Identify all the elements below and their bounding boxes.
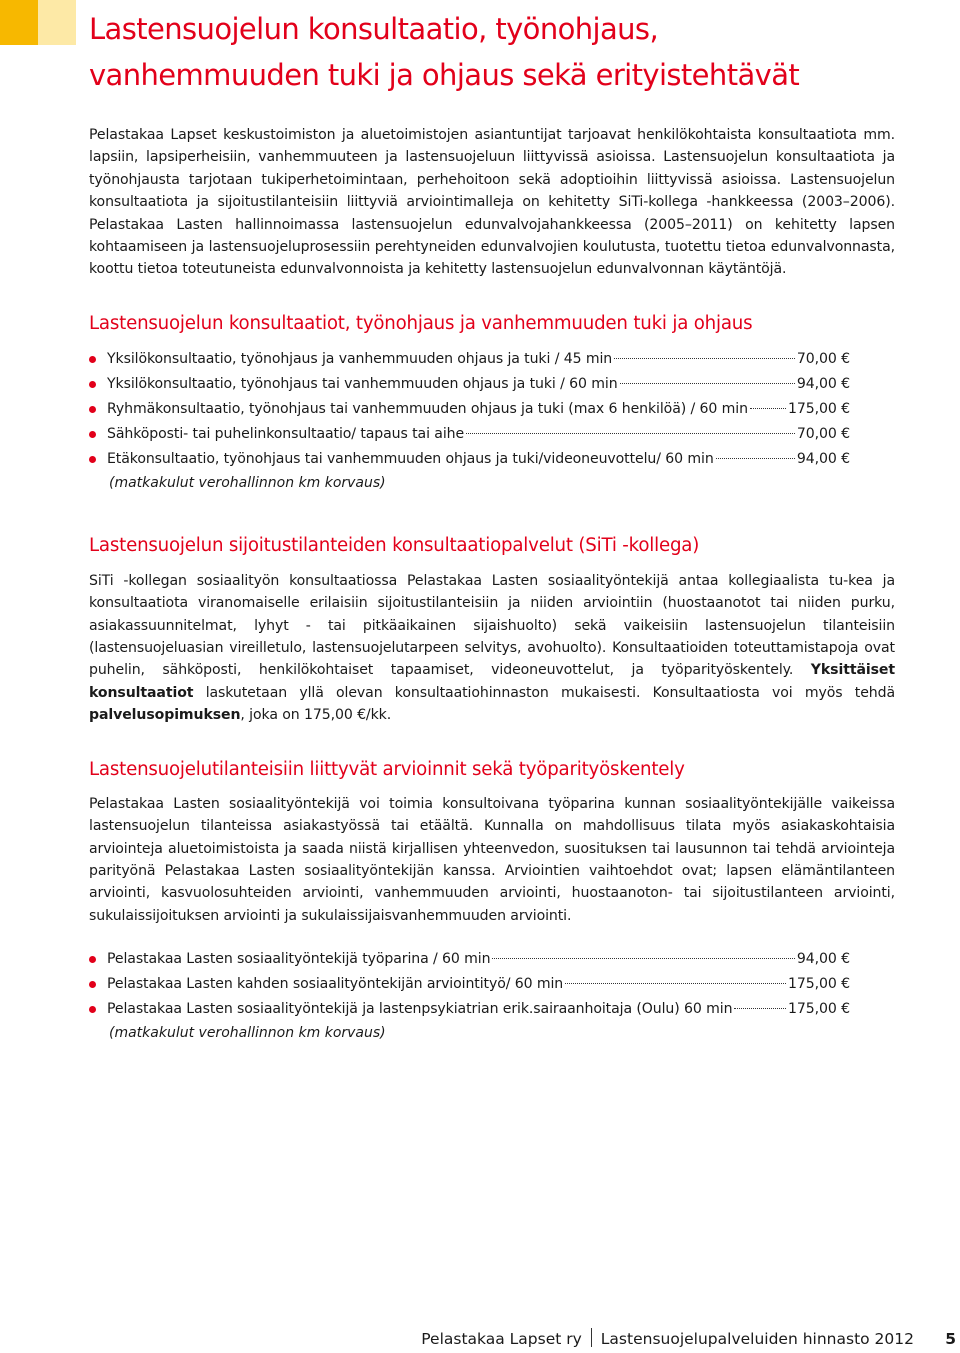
price-item-label: Pelastakaa Lasten kahden sosiaalityöntekijän arviointityö/ 60 min <box>107 976 564 993</box>
bullet-icon <box>89 1006 96 1013</box>
section1-heading: Lastensuojelun konsultaatiot, työnohjaus ja vanhemmuuden tuki ja ohjaus <box>89 312 753 334</box>
section2-text-a: SiTi -kollegan sosiaalityön konsultaatiossa Pelastakaa Lasten sosiaalityöntekijä antaa kollegiaalista tu-kea ja konsultaatiota viranomaiselle erilaisiin sijoitustilanteisiin ja niiden arviointiin (huostaanotot tai niiden purku, asiakassuunnitelmat, lyhyt - tai pitkäaikainen sijaishuolto) sekä vaikeisiin lastensuojelun tilanteisiin (lastensuojeluasian vireilletulo, lastensuojelutarpeen selvitys, avohuolto). Konsultaatioiden toteuttamistapoja ovat puhelin, sähköposti, henkilökohtaiset tapaamiset, videoneuvottelut, ja työparityöskentely. <box>89 572 895 679</box>
leader-dots <box>565 983 786 984</box>
footer-publisher: Pelastakaa Lapset ry <box>421 1330 582 1348</box>
price-item <box>89 397 850 422</box>
price-item <box>89 372 850 397</box>
section2-heading: Lastensuojelun sijoitustilanteiden konsultaatiopalvelut (SiTi -kollega) <box>89 534 700 556</box>
price-item-price: 175,00 € <box>788 400 850 417</box>
price-item-price: 175,00 € <box>788 1001 850 1018</box>
footer-separator <box>591 1328 592 1347</box>
bullet-icon <box>89 981 96 988</box>
price-item-label: Ryhmäkonsultaatio, työnohjaus tai vanhemmuuden ohjaus ja tuki (max 6 henkilöä) / 60 min <box>107 400 748 417</box>
price-item <box>89 972 850 997</box>
bullet-icon <box>89 956 96 963</box>
price-item-label: Etäkonsultaatio, työnohjaus tai vanhemmuuden ohjaus ja tuki/videoneuvottelu/ 60 min <box>107 450 714 467</box>
travel-cost-note: (matkakulut verohallinnon km korvaus) <box>109 474 386 491</box>
price-item-price: 94,00 € <box>796 951 850 968</box>
leader-dots <box>492 958 794 959</box>
bullet-icon <box>89 356 96 363</box>
section3-paragraph: Pelastakaa Lasten sosiaalityöntekijä voi toimia konsultoivana työparina kunnan sosiaalityöntekijälle vaikeissa lastensuojelun tilanteissa asiakastyössä tai etäältä. Kunnalla on mahdollisuus tilata myös asiakaskohtaisia arviointeja aluetoimistoista ja saada niistä kirjallisen yhteenvedon, suosituksen tai lausunnon tai tehdä arviointeja parityönä Pelastakaa Lasten sosiaalityöntekijän kanssa. Arviointien vaihtoehdot ovat; lapsen elämäntilanteen arviointi, kasvuolosuhteiden arviointi, vanhemmuuden arviointi, huostaanoton- tai sijoitustilanteen arviointi, sukulaissijoituksen arviointi ja sukulaissijaisvanhemmuuden arviointi. <box>89 795 895 924</box>
bullet-icon <box>89 456 96 463</box>
corner-block-dark <box>0 0 38 45</box>
bullet-icon <box>89 406 96 413</box>
leader-dots <box>734 1008 786 1009</box>
footer-text <box>421 1328 914 1350</box>
leader-dots <box>614 358 795 359</box>
bullet-icon <box>89 381 96 388</box>
travel-cost-note: (matkakulut verohallinnon km korvaus) <box>109 1025 386 1042</box>
price-item-label: Pelastakaa Lasten sosiaalityöntekijä ja lastenpsykiatrian erik.sairaanhoitaja (Oulu) 60 min <box>107 1001 733 1018</box>
price-item-price: 70,00 € <box>796 425 850 442</box>
price-item-price: 70,00 € <box>796 350 850 367</box>
section2-text-c: , joka on 175,00 €/kk. <box>240 707 392 724</box>
section1-price-list <box>89 347 850 472</box>
leader-dots <box>716 458 795 459</box>
page-title-line2: vanhemmuuden tuki ja ohjaus sekä erityistehtävät <box>89 58 800 92</box>
page-title-line1: Lastensuojelun konsultaatio, työnohjaus, <box>89 12 659 46</box>
price-item <box>89 347 850 372</box>
corner-decoration <box>0 0 76 45</box>
price-item <box>89 997 850 1022</box>
price-item-label: Pelastakaa Lasten sosiaalityöntekijä työparina / 60 min <box>107 951 491 968</box>
page-title <box>89 6 929 98</box>
section3-heading: Lastensuojelutilanteisiin liittyvät arvioinnit sekä työparityöskentely <box>89 758 685 780</box>
leader-dots <box>620 383 795 384</box>
section2-paragraph <box>89 570 895 727</box>
main-content <box>89 124 895 1044</box>
price-item-price: 175,00 € <box>788 976 850 993</box>
leader-dots <box>750 408 786 409</box>
section3-price-list <box>89 947 850 1022</box>
price-item-price: 94,00 € <box>796 375 850 392</box>
page-number: 5 <box>945 1330 956 1348</box>
price-item-price: 94,00 € <box>796 450 850 467</box>
footer-publication: Lastensuojelupalveluiden hinnasto 2012 <box>600 1330 914 1348</box>
price-item-label: Yksilökonsultaatio, työnohjaus tai vanhemmuuden ohjaus ja tuki / 60 min <box>107 375 618 392</box>
leader-dots <box>466 433 795 434</box>
price-item <box>89 422 850 447</box>
corner-block-light <box>38 0 76 45</box>
price-item-label: Yksilökonsultaatio, työnohjaus ja vanhemmuuden ohjaus ja tuki / 45 min <box>107 350 613 367</box>
price-item <box>89 947 850 972</box>
section2-bold-b: palvelusopimuksen <box>89 707 241 724</box>
price-item-label: Sähköposti- tai puhelinkonsultaatio/ tapaus tai aihe <box>107 425 465 442</box>
section2-bold-a: Yksittäiset konsultaatiot <box>89 662 895 701</box>
section2-text-b: laskutetaan yllä olevan konsultaatiohinnaston mukaisesti. Konsultaatiosta voi myös tehdä <box>193 684 895 701</box>
bullet-icon <box>89 431 96 438</box>
price-item <box>89 447 850 472</box>
intro-paragraph: Pelastakaa Lapset keskustoimiston ja aluetoimistojen asiantuntijat tarjoavat henkilökohtaista konsultaatiota mm. lapsiin, lapsiperheisiin, vanhemmuuteen ja lastensuojeluun liittyvissä asioissa. Lastensuojelun konsultaatiota ja työnohjausta tarjotaan tukiperhetoimintaan, perhehoitoon sekä adoptioihin liittyvissä asioissa. Lastensuojelun konsultaatiota ja sijoitustilanteisiin liittyviä arviointimalleja on kehitetty SiTi-kollega -hankkeessa (2003–2006). Pelastakaa Lasten hallinnoimassa lastensuojelun edunvalvojahankkeessa (2005–2011) on kehitetty lapsen kohtaamiseen ja lastensuojeluprosessiin perehtyneiden edunvalvojien koulutusta, tuotettu tietoa edunvalvonnasta, koottu tietoa toteutuneista edunvalvonnoista ja kehitetty lastensuojelun edunvalvonnan käytäntöjä. <box>89 127 895 278</box>
